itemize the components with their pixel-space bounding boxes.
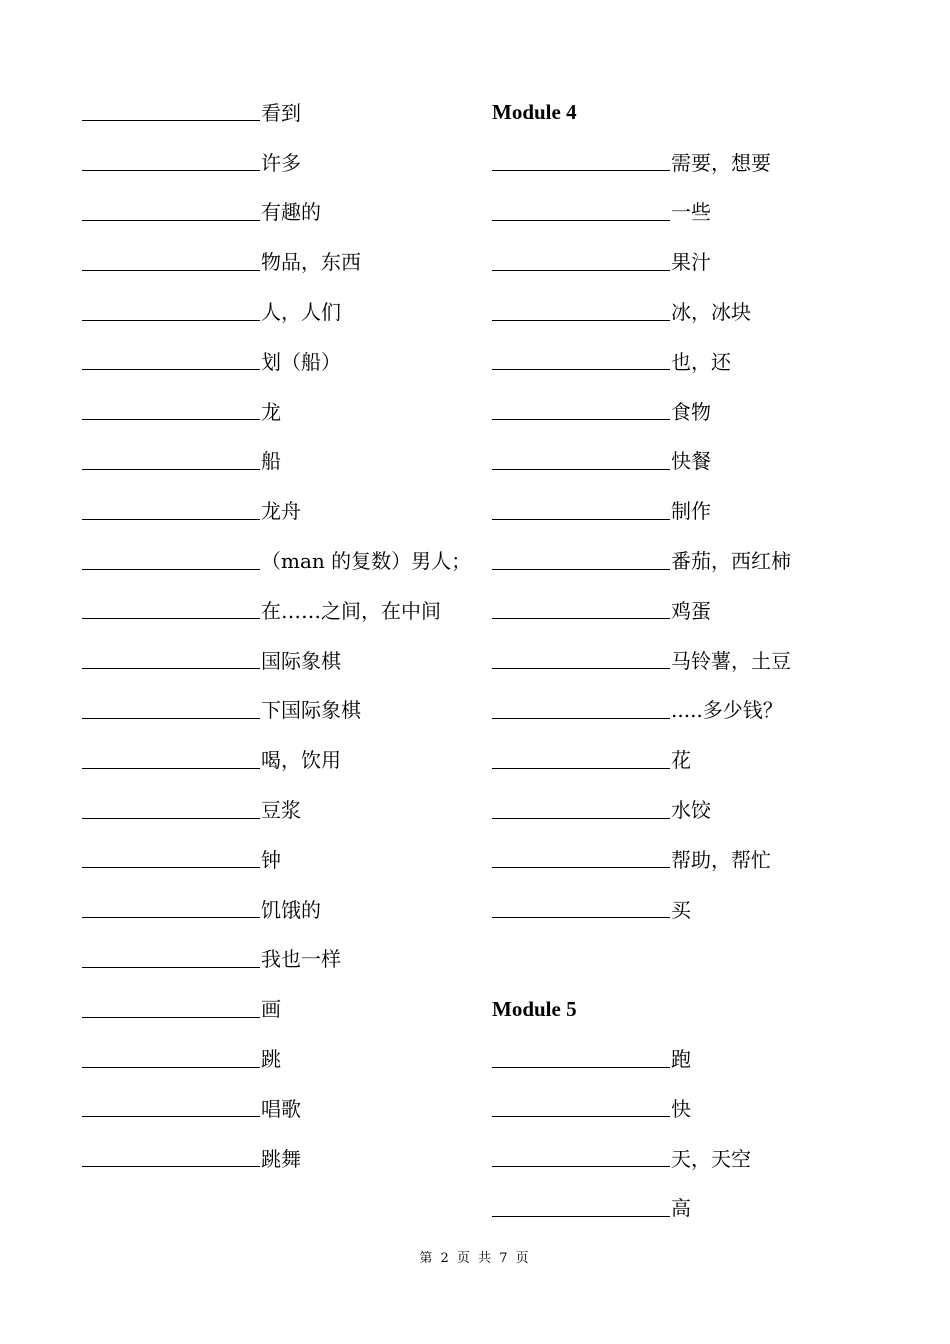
vocab-row [82, 935, 482, 985]
answer-blank[interactable] [492, 798, 670, 819]
chinese-meaning: 买 [671, 897, 691, 922]
chinese-meaning: 制作 [671, 499, 711, 524]
chinese-meaning: 龙舟 [261, 499, 301, 524]
vocab-row [492, 1034, 892, 1084]
vocab-row [82, 885, 482, 935]
answer-blank[interactable] [492, 1146, 670, 1167]
chinese-meaning: 果汁 [671, 250, 711, 275]
answer-blank[interactable] [82, 947, 260, 968]
answer-blank[interactable] [82, 399, 260, 420]
vocab-row [82, 138, 482, 188]
vocab-row [82, 88, 482, 138]
chinese-meaning: 有趣的 [261, 200, 321, 225]
answer-blank[interactable] [82, 300, 260, 321]
vocab-row [82, 686, 482, 736]
vocab-row [82, 536, 482, 586]
answer-blank[interactable] [82, 897, 260, 918]
chinese-meaning: 冰，冰块 [671, 300, 751, 325]
chinese-meaning: 龙 [261, 399, 281, 424]
chinese-meaning: 食物 [671, 399, 711, 424]
chinese-meaning: 花 [671, 748, 691, 773]
chinese-meaning: （man 的复数）男人； [261, 549, 472, 574]
vocab-row [492, 387, 892, 437]
answer-blank[interactable] [82, 1096, 260, 1117]
answer-blank[interactable] [82, 1146, 260, 1167]
answer-blank[interactable] [82, 798, 260, 819]
vocab-row [82, 636, 482, 686]
vocab-row [82, 287, 482, 337]
chinese-meaning: 钟 [261, 847, 281, 872]
answer-blank[interactable] [82, 997, 260, 1018]
vocab-row [492, 437, 892, 487]
chinese-meaning: 跳 [261, 1047, 281, 1072]
chinese-meaning: 船 [261, 449, 281, 474]
answer-blank[interactable] [82, 250, 260, 271]
chinese-meaning: 快 [671, 1096, 691, 1121]
answer-blank[interactable] [82, 549, 260, 570]
answer-blank[interactable] [82, 648, 260, 669]
answer-blank[interactable] [82, 100, 260, 121]
chinese-meaning: 天，天空 [671, 1146, 751, 1171]
answer-blank[interactable] [492, 1096, 670, 1117]
chinese-meaning: 下国际象棋 [261, 698, 361, 723]
vocab-row [492, 686, 892, 736]
left-column [82, 88, 482, 1184]
answer-blank[interactable] [492, 1196, 670, 1217]
chinese-meaning: 在……之间，在中间 [261, 598, 441, 623]
chinese-meaning: 我也一样 [261, 947, 341, 972]
vocab-row [82, 785, 482, 835]
answer-blank[interactable] [492, 698, 670, 719]
chinese-meaning: 高 [671, 1196, 691, 1221]
answer-blank[interactable] [492, 897, 670, 918]
answer-blank[interactable] [492, 598, 670, 619]
chinese-meaning: 需要，想要 [671, 150, 771, 175]
chinese-meaning: 唱歌 [261, 1096, 301, 1121]
vocab-row [82, 237, 482, 287]
answer-blank[interactable] [492, 847, 670, 868]
vocab-row [492, 735, 892, 785]
vocab-row [82, 835, 482, 885]
section-spacer [492, 935, 892, 985]
module-5-heading: Module 5 [492, 996, 577, 1021]
vocab-row [492, 536, 892, 586]
chinese-meaning: 喝，饮用 [261, 748, 341, 773]
chinese-meaning: 国际象棋 [261, 648, 341, 673]
chinese-meaning: 饥饿的 [261, 897, 321, 922]
answer-blank[interactable] [82, 598, 260, 619]
answer-blank[interactable] [82, 349, 260, 370]
vocab-row [492, 287, 892, 337]
answer-blank[interactable] [82, 449, 260, 470]
vocab-row [82, 486, 482, 536]
vocab-row [492, 486, 892, 536]
vocab-row [492, 337, 892, 387]
answer-blank[interactable] [82, 698, 260, 719]
answer-blank[interactable] [492, 200, 670, 221]
vocab-row [492, 1084, 892, 1134]
chinese-meaning: 快餐 [671, 449, 711, 474]
answer-blank[interactable] [492, 1047, 670, 1068]
chinese-meaning: 番茄，西红柿 [671, 549, 791, 574]
chinese-meaning: 豆浆 [261, 798, 301, 823]
chinese-meaning: 也，还 [671, 349, 731, 374]
vocab-row [82, 735, 482, 785]
vocab-row [82, 1134, 482, 1184]
answer-blank[interactable] [492, 349, 670, 370]
vocab-row [82, 1034, 482, 1084]
vocab-row [82, 437, 482, 487]
vocab-row [492, 835, 892, 885]
chinese-meaning: 鸡蛋 [671, 598, 711, 623]
chinese-meaning: 看到 [261, 100, 301, 125]
chinese-meaning: .....多少钱？ [671, 698, 783, 723]
answer-blank[interactable] [492, 399, 670, 420]
answer-blank[interactable] [492, 300, 670, 321]
right-column [492, 88, 892, 1233]
chinese-meaning: 许多 [261, 150, 301, 175]
answer-blank[interactable] [492, 648, 670, 669]
vocab-row [82, 1084, 482, 1134]
vocab-row [492, 237, 892, 287]
answer-blank[interactable] [82, 150, 260, 171]
chinese-meaning: 物品，东西 [261, 250, 361, 275]
chinese-meaning: 划（船） [261, 349, 341, 374]
vocab-row [492, 1184, 892, 1234]
vocab-row [82, 188, 482, 238]
vocab-row [492, 138, 892, 188]
vocab-row [492, 885, 892, 935]
answer-blank[interactable] [82, 748, 260, 769]
answer-blank[interactable] [82, 847, 260, 868]
answer-blank[interactable] [82, 1047, 260, 1068]
chinese-meaning: 帮助，帮忙 [671, 847, 771, 872]
chinese-meaning: 跳舞 [261, 1146, 301, 1171]
vocab-row [82, 337, 482, 387]
vocab-row [82, 984, 482, 1034]
chinese-meaning: 人，人们 [261, 300, 341, 325]
chinese-meaning: 水饺 [671, 798, 711, 823]
answer-blank[interactable] [492, 549, 670, 570]
page-number-footer: 第 2 页 共 7 页 [419, 1251, 531, 1266]
vocab-row [492, 636, 892, 686]
chinese-meaning: 画 [261, 997, 281, 1022]
answer-blank[interactable] [492, 499, 670, 520]
chinese-meaning: 跑 [671, 1047, 691, 1072]
answer-blank[interactable] [492, 449, 670, 470]
chinese-meaning: 一些 [671, 200, 711, 225]
module-4-heading: Module 4 [492, 100, 577, 125]
answer-blank[interactable] [492, 150, 670, 171]
vocab-row [492, 586, 892, 636]
vocab-row [82, 387, 482, 437]
vocab-row [492, 188, 892, 238]
vocab-row [492, 785, 892, 835]
answer-blank[interactable] [82, 499, 260, 520]
chinese-meaning: 马铃薯，土豆 [671, 648, 791, 673]
answer-blank[interactable] [492, 250, 670, 271]
vocab-row [82, 586, 482, 636]
answer-blank[interactable] [492, 748, 670, 769]
answer-blank[interactable] [82, 200, 260, 221]
vocab-row [492, 1134, 892, 1184]
